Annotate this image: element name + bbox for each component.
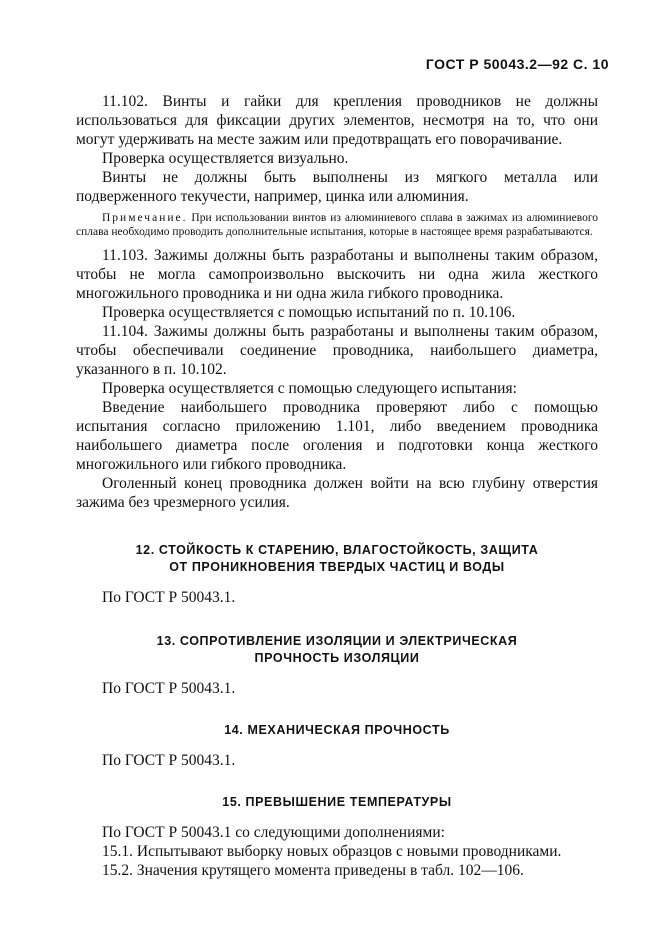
section-12-text: По ГОСТ Р 50043.1. [102, 589, 236, 606]
item-15-2: 15.2. Значения крутящего момента приведены в табл. 102—106. [102, 862, 524, 879]
section-14-text: По ГОСТ Р 50043.1. [102, 752, 236, 769]
paragraph-11-103: 11.103. Зажимы должны быть разработаны и выполнены таким образом, чтобы не могла самопроизвольно выскочить ни одна жила жесткого многожильного проводника и ни одна жила гибкого проводника. [76, 247, 598, 302]
section-13-text: По ГОСТ Р 50043.1. [102, 680, 236, 697]
paragraph-11-102-screws: Винты не должны быть выполнены из мягкого металла или подверженного текучести, например, цинка или алюминия. [76, 169, 598, 205]
paragraph-11-102: 11.102. Винты и гайки для крепления проводников не должны использоваться для фиксации других элементов, несмотря на то, что они могут удерживать на месте зажим или предотвращать его поворачивание. [76, 93, 598, 148]
section-15-title: 15. ПРЕВЫШЕНИЕ ТЕМПЕРАТУРЫ [222, 795, 452, 809]
section-14-title: 14. МЕХАНИЧЕСКАЯ ПРОЧНОСТЬ [224, 723, 450, 737]
note [76, 211, 598, 239]
page-header: ГОСТ Р 50043.2—92 С. 10 [425, 56, 609, 72]
paragraph-11-104-intro: Введение наибольшего проводника проверяют либо с помощью испытания согласно приложению 1.101, либо введением проводника наибольшего диаметра после оголения и подготовки конца жесткого многожильного или гибкого проводника. [76, 399, 598, 473]
paragraph-11-104: 11.104. Зажимы должны быть разработаны и выполнены таким образом, чтобы обеспечивали соединение проводника, наибольшего диаметра, указанного в п. 10.102. [76, 323, 598, 378]
paragraph-11-102-check: Проверка осуществляется визуально. [102, 150, 349, 167]
section-13-title-line2: ПРОЧНОСТЬ ИЗОЛЯЦИИ [254, 651, 420, 665]
note-label: Примечание. [102, 212, 188, 224]
paragraph-11-104-check: Проверка осуществляется с помощью следующего испытания: [102, 380, 517, 397]
section-13-title [76, 633, 598, 667]
section-12-title-line1: 12. СТОЙКОСТЬ К СТАРЕНИЮ, ВЛАГОСТОЙКОСТЬ, ЗАЩИТА [135, 543, 539, 557]
note-text: При использовании винтов из алюминиевого сплава в зажимах из алюминиевого сплава необходимо проводить дополнительные испытания, которые в настоящее время разрабатываются. [76, 212, 598, 238]
document-body [76, 92, 598, 880]
section-12-title-line2: ОТ ПРОНИКНОВЕНИЯ ТВЕРДЫХ ЧАСТИЦ И ВОДЫ [169, 560, 505, 574]
section-12-title [76, 542, 598, 576]
item-15-1: 15.1. Испытывают выборку новых образцов с новыми проводниками. [102, 843, 562, 860]
section-15-text: По ГОСТ Р 50043.1 со следующими дополнениями: [102, 824, 445, 841]
section-13-title-line1: 13. СОПРОТИВЛЕНИЕ ИЗОЛЯЦИИ И ЭЛЕКТРИЧЕСКАЯ [156, 634, 518, 648]
paragraph-11-104-end: Оголенный конец проводника должен войти на всю глубину отверстия зажима без чрезмерного усилия. [76, 475, 598, 511]
paragraph-11-103-check: Проверка осуществляется с помощью испытаний по п. 10.106. [102, 304, 516, 321]
